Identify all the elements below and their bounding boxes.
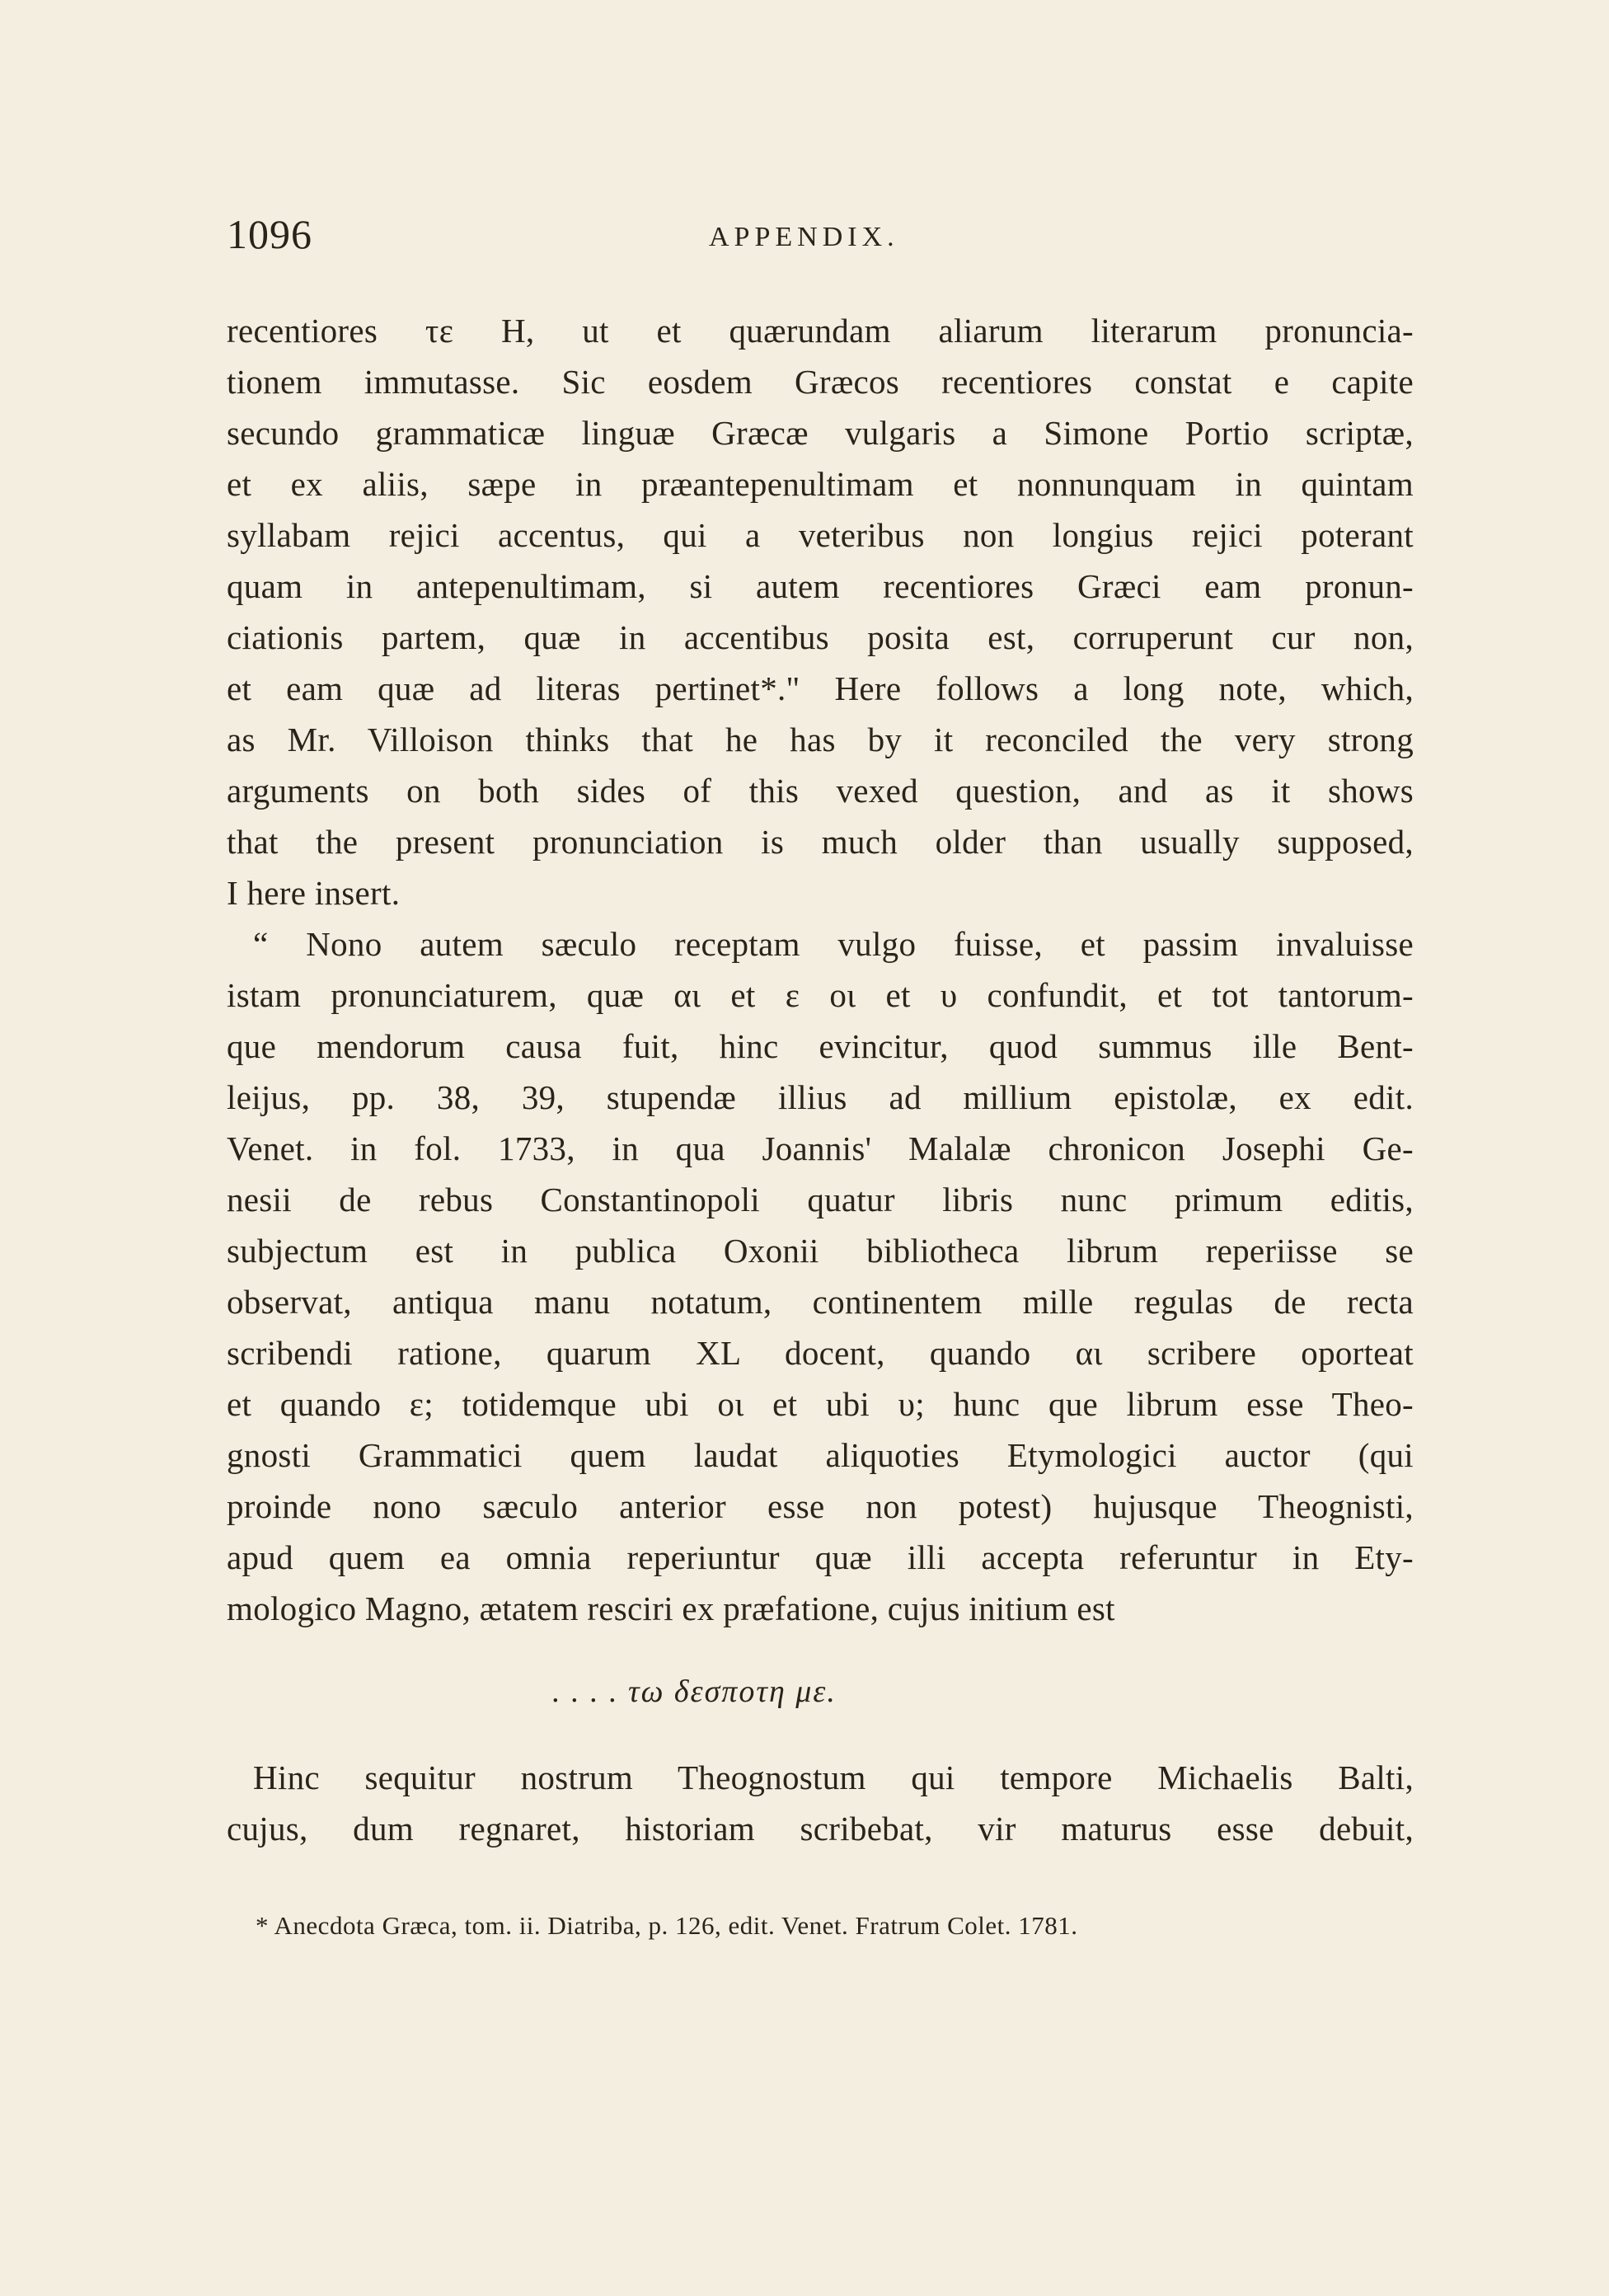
text-line: tionem immutasse. Sic eosdem Græcos recentiores constat e capite: [227, 363, 1414, 401]
main-text: [227, 305, 1414, 1634]
text-line: syllabam rejici accentus, qui a veteribus non longius rejici poterant: [227, 516, 1414, 554]
quote-line: apud quem ea omnia reperiuntur quæ illi accepta referuntur in Ety-: [227, 1538, 1414, 1576]
quote-line: et quando ε; totidemque ubi οι et ubi υ; hunc que librum esse Theo-: [227, 1385, 1414, 1423]
footnote: * Anecdota Græca, tom. ii. Diatriba, p. 126, edit. Venet. Fratrum Colet. 1781.: [256, 1911, 1078, 1940]
quote-line: subjectum est in publica Oxonii bibliotheca librum reperiisse se: [227, 1232, 1414, 1270]
quote-line: que mendorum causa fuit, hinc evincitur, quod summus ille Bent-: [227, 1027, 1414, 1065]
closing-paragraph: [227, 1752, 1414, 1854]
running-head: APPENDIX.: [709, 222, 899, 252]
quote-line: istam pronunciaturem, quæ αι et ε οι et υ confundit, et tot tantorum-: [227, 976, 1414, 1014]
text-line: as Mr. Villoison thinks that he has by it reconciled the very strong: [227, 721, 1414, 758]
text-line: I here insert.: [227, 874, 401, 912]
greek-quote: . . . . τω δεσποτη με.: [552, 1674, 837, 1709]
quote-line: gnosti Grammatici quem laudat aliquoties Etymologici auctor (qui: [227, 1436, 1414, 1474]
text-line: et eam quæ ad literas pertinet*." Here follows a long note, which,: [227, 669, 1414, 707]
quote-line: observat, antiqua manu notatum, continentem mille regulas de recta: [227, 1283, 1414, 1321]
text-line: quam in antepenultimam, si autem recentiores Græci eam pronun-: [227, 567, 1414, 605]
quote-line: proinde nono sæculo anterior esse non potest) hujusque Theognisti,: [227, 1487, 1414, 1525]
text-line: ciationis partem, quæ in accentibus posita est, corruperunt cur non,: [227, 618, 1414, 656]
text-line: et ex aliis, sæpe in præantepenultimam et nonnunquam in quintam: [227, 465, 1414, 503]
page-number: 1096: [227, 211, 312, 257]
quote-line: leijus, pp. 38, 39, stupendæ illius ad millium epistolæ, ex edit.: [227, 1078, 1414, 1116]
text-line: Hinc sequitur nostrum Theognostum qui tempore Michaelis Balti,: [253, 1758, 1414, 1796]
quote-line: nesii de rebus Constantinopoli quatur libris nunc primum editis,: [227, 1181, 1414, 1218]
text-line: recentiores τε H, ut et quærundam aliarum literarum pronuncia-: [227, 312, 1414, 350]
quote-line: Venet. in fol. 1733, in qua Joannis' Malalæ chronicon Josephi Ge-: [227, 1129, 1414, 1167]
text-line: secundo grammaticæ linguæ Græcæ vulgaris a Simone Portio scriptæ,: [227, 414, 1414, 452]
text-line: cujus, dum regnaret, historiam scribebat, vir maturus esse debuit,: [227, 1810, 1414, 1848]
page-header: [227, 210, 1414, 276]
text-line: arguments on both sides of this vexed question, and as it shows: [227, 772, 1414, 810]
text-line: that the present pronunciation is much older than usually supposed,: [227, 823, 1414, 861]
quote-line: scribendi ratione, quarum XL docent, quando αι scribere oporteat: [227, 1334, 1414, 1372]
quote-line: mologico Magno, ætatem resciri ex præfatione, cujus initium est: [227, 1589, 1115, 1627]
quote-line: “ Nono autem sæculo receptam vulgo fuisse, et passim invaluisse: [253, 925, 1414, 963]
